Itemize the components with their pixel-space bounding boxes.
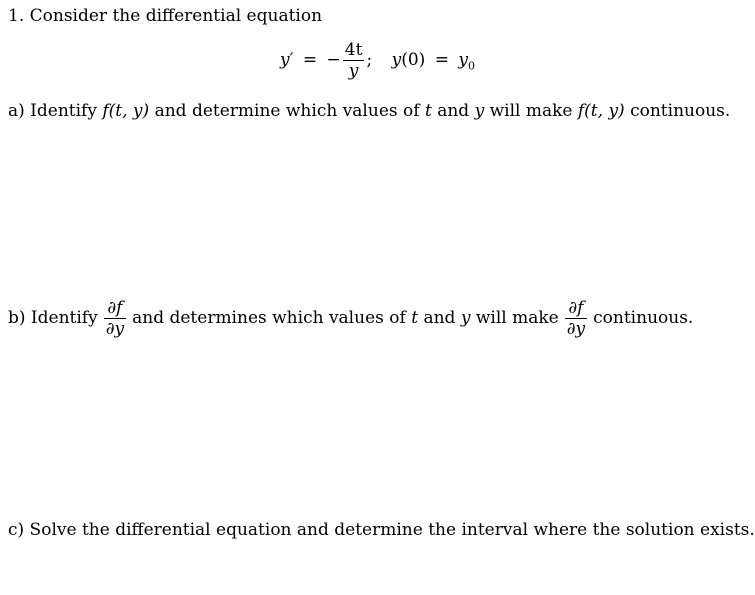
partial-derivative-2-num: ∂f bbox=[568, 298, 584, 318]
eq-separator: ; bbox=[366, 50, 373, 70]
part-a-text-will: will make bbox=[489, 101, 573, 121]
part-b-text-mid: and determines which values of bbox=[132, 308, 406, 328]
partial-derivative-1 bbox=[104, 298, 126, 339]
part-a-t: t bbox=[424, 101, 432, 121]
eq-denominator: y bbox=[348, 61, 359, 81]
part-c-text: c) Solve the differential equation and determine the interval where the solution exists. bbox=[8, 520, 755, 540]
part-a-y: y bbox=[474, 101, 485, 121]
eq-numerator: 4t bbox=[344, 40, 363, 60]
eq-lhs: y′ bbox=[280, 50, 294, 70]
eq-equals: = bbox=[302, 50, 318, 70]
part-c bbox=[8, 520, 755, 540]
partial-derivative-1-num: ∂f bbox=[107, 298, 123, 318]
part-b-label: b) Identify bbox=[8, 308, 98, 328]
part-b-t: t bbox=[411, 308, 419, 328]
problem-number: 1. bbox=[8, 6, 25, 26]
ic-argument: (0) bbox=[401, 50, 426, 70]
part-a-and: and bbox=[437, 101, 470, 121]
eq-minus: − bbox=[326, 50, 341, 70]
part-a-f: f bbox=[102, 101, 109, 121]
part-b bbox=[8, 298, 693, 339]
part-b-and: and bbox=[423, 308, 456, 328]
part-b-text-end: continuous. bbox=[593, 308, 694, 328]
part-a-args: (t, y) bbox=[108, 101, 150, 121]
partial-derivative-2 bbox=[565, 298, 587, 339]
problem-heading bbox=[8, 6, 322, 26]
part-a-text-mid: and determine which values of bbox=[154, 101, 420, 121]
part-a-f2: f bbox=[577, 101, 585, 121]
part-a bbox=[8, 101, 730, 121]
ic-equals: = bbox=[434, 50, 449, 70]
eq-fraction bbox=[343, 40, 365, 81]
part-b-text-will: will make bbox=[475, 308, 559, 328]
part-b-y: y bbox=[460, 308, 471, 328]
partial-derivative-1-den: ∂y bbox=[105, 319, 125, 339]
part-a-text-end: continuous. bbox=[630, 101, 731, 121]
partial-derivative-2-den: ∂y bbox=[566, 319, 586, 339]
part-a-label: a) Identify bbox=[8, 101, 97, 121]
differential-equation bbox=[280, 40, 475, 81]
part-a-args2: (t, y) bbox=[584, 101, 625, 121]
ic-subscript: 0 bbox=[467, 59, 475, 73]
ic-function: y bbox=[391, 50, 402, 70]
problem-intro: Consider the differential equation bbox=[29, 6, 323, 26]
ic-rhs: y bbox=[458, 50, 468, 70]
